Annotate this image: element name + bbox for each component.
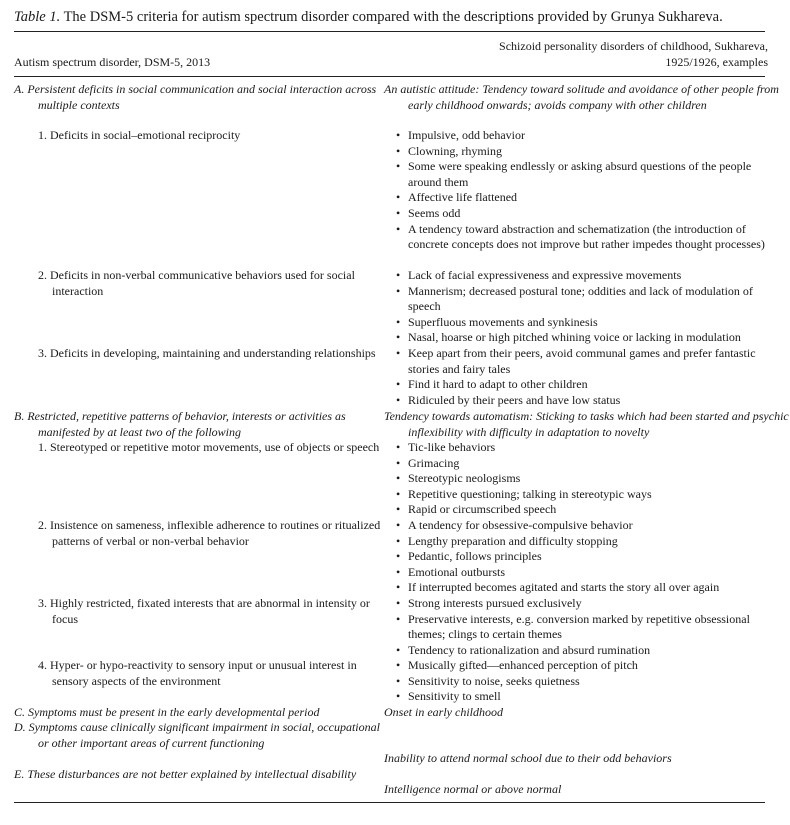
row-b4-text: 4. Hyper- or hypo-reactivity to sensory input or unusual interest in sensory aspects of the environment	[38, 658, 357, 688]
row-a3-bullets	[384, 346, 768, 408]
row-e-criterion: E. These disturbances are not better explained by intellectual disability	[14, 767, 357, 781]
row-b2-criterion	[14, 518, 388, 549]
bullet-item: • Clowning, rhyming	[384, 144, 768, 160]
row-b3-text: 3. Highly restricted, fixated interests that are abnormal in intensity or focus	[38, 596, 370, 626]
bullet-item: • Ridiculed by their peers and have low status	[384, 393, 768, 409]
bullet-item: • Tendency to rationalization and absurd rumination	[384, 643, 768, 659]
row-a1-criterion	[14, 128, 388, 144]
row-a3-text: 3. Deficits in developing, maintaining and understanding relationships	[38, 346, 376, 360]
bullet-item: • Sensitivity to smell	[384, 689, 768, 705]
bullet-item: • Seems odd	[384, 206, 768, 222]
bullet-item: • If interrupted becomes agitated and starts the story all over again	[384, 580, 768, 596]
bottom-rule	[14, 802, 765, 803]
bullet-item: • Pedantic, follows principles	[384, 549, 768, 565]
bullet-item: • Impulsive, odd behavior	[384, 128, 768, 144]
bullet-item: • Grimacing	[384, 456, 768, 472]
table-caption	[14, 9, 723, 26]
bullet-item: • Mannerism; decreased postural tone; oddities and lack of modulation of speech	[384, 284, 768, 315]
row-a1-bullets	[384, 128, 768, 253]
col-left-header: Autism spectrum disorder, DSM-5, 2013	[14, 55, 211, 69]
bullet-item: • Rapid or circumscribed speech	[384, 502, 768, 518]
row-b1-bullets	[384, 440, 768, 518]
bullet-item: • Tic-like behaviors	[384, 440, 768, 456]
row-d-description: Inability to attend normal school due to their odd behaviors	[384, 751, 672, 765]
bullet-item: • Preservative interests, e.g. conversion marked by repetitive obsessional themes; clings to certain themes	[384, 612, 768, 643]
row-b4-bullets	[384, 658, 768, 705]
bullet-item: • Keep apart from their peers, avoid communal games and prefer fantastic stories and fairy tales	[384, 346, 768, 377]
table-caption-text: The DSM-5 criteria for autism spectrum disorder compared with the descriptions provided by Grunya Sukhareva.	[63, 9, 723, 25]
row-b3-bullets	[384, 596, 768, 658]
bullet-item: • Musically gifted—enhanced perception of pitch	[384, 658, 768, 674]
row-b4-criterion	[14, 658, 388, 689]
bullet-item: • Emotional outbursts	[384, 565, 768, 581]
bullet-item: • Superfluous movements and synkinesis	[384, 315, 768, 331]
row-e-description: Intelligence normal or above normal	[384, 782, 562, 796]
row-b-description: Tendency towards automatism: Sticking to tasks which had been started and psychic inflexibility with difficulty in adaptation to novelty	[384, 409, 789, 439]
row-b3-criterion	[14, 596, 388, 627]
row-b1-text: 1. Stereotyped or repetitive motor movements, use of objects or speech	[38, 440, 380, 454]
col-right-header-line-1: Schizoid personality disorders of childhood, Sukhareva,	[499, 39, 768, 53]
table-caption-label: Table 1.	[14, 9, 61, 25]
col-right-header-line-2: 1925/1926, examples	[665, 55, 768, 69]
row-a2-criterion	[14, 268, 388, 299]
row-c-criterion: C. Symptoms must be present in the early developmental period	[14, 705, 320, 719]
row-b2-bullets	[384, 518, 768, 596]
bullet-item: • Lengthy preparation and difficulty stopping	[384, 534, 768, 550]
row-b2-text: 2. Insistence on sameness, inflexible adherence to routines or ritualized patterns of verbal or non-verbal behavior	[38, 518, 381, 548]
row-a2-text: 2. Deficits in non-verbal communicative behaviors used for social interaction	[38, 268, 355, 298]
bullet-item: • Find it hard to adapt to other children	[384, 377, 768, 393]
row-a-description: An autistic attitude: Tendency toward solitude and avoidance of other people from early childhood onwards; avoids company with other children	[384, 82, 779, 112]
bullet-item: • Repetitive questioning; talking in stereotypic ways	[384, 487, 768, 503]
bullet-item: • Stereotypic neologisms	[384, 471, 768, 487]
bullet-item: • Strong interests pursued exclusively	[384, 596, 768, 612]
row-a3-criterion	[14, 346, 388, 362]
row-a1-text: 1. Deficits in social–emotional reciprocity	[38, 128, 241, 142]
row-a2-bullets	[384, 268, 768, 346]
row-a-criterion: A. Persistent deficits in social communication and social interaction across multiple contexts	[14, 82, 377, 112]
bullet-item: • Lack of facial expressiveness and expressive movements	[384, 268, 768, 284]
row-c-description: Onset in early childhood	[384, 705, 503, 719]
bullet-item: • Some were speaking endlessly or asking absurd questions of the people around them	[384, 159, 768, 190]
top-rule	[14, 31, 765, 32]
bullet-item: • Nasal, hoarse or high pitched whining voice or lacking in modulation	[384, 330, 768, 346]
header-rule	[14, 76, 765, 77]
bullet-item: • Sensitivity to noise, seeks quietness	[384, 674, 768, 690]
row-b-criterion: B. Restricted, repetitive patterns of behavior, interests or activities as manifested by at least two of the following	[14, 409, 346, 439]
col-right-header	[384, 38, 768, 70]
bullet-item: • A tendency for obsessive-compulsive behavior	[384, 518, 768, 534]
row-d-criterion: D. Symptoms cause clinically significant impairment in social, occupational or other important areas of current functioning	[14, 720, 380, 750]
bullet-item: • Affective life flattened	[384, 190, 768, 206]
bullet-item: • A tendency toward abstraction and schematization (the introduction of concrete concepts does not improve but rather impedes thought processes)	[384, 222, 768, 253]
row-b1-criterion	[14, 440, 388, 456]
